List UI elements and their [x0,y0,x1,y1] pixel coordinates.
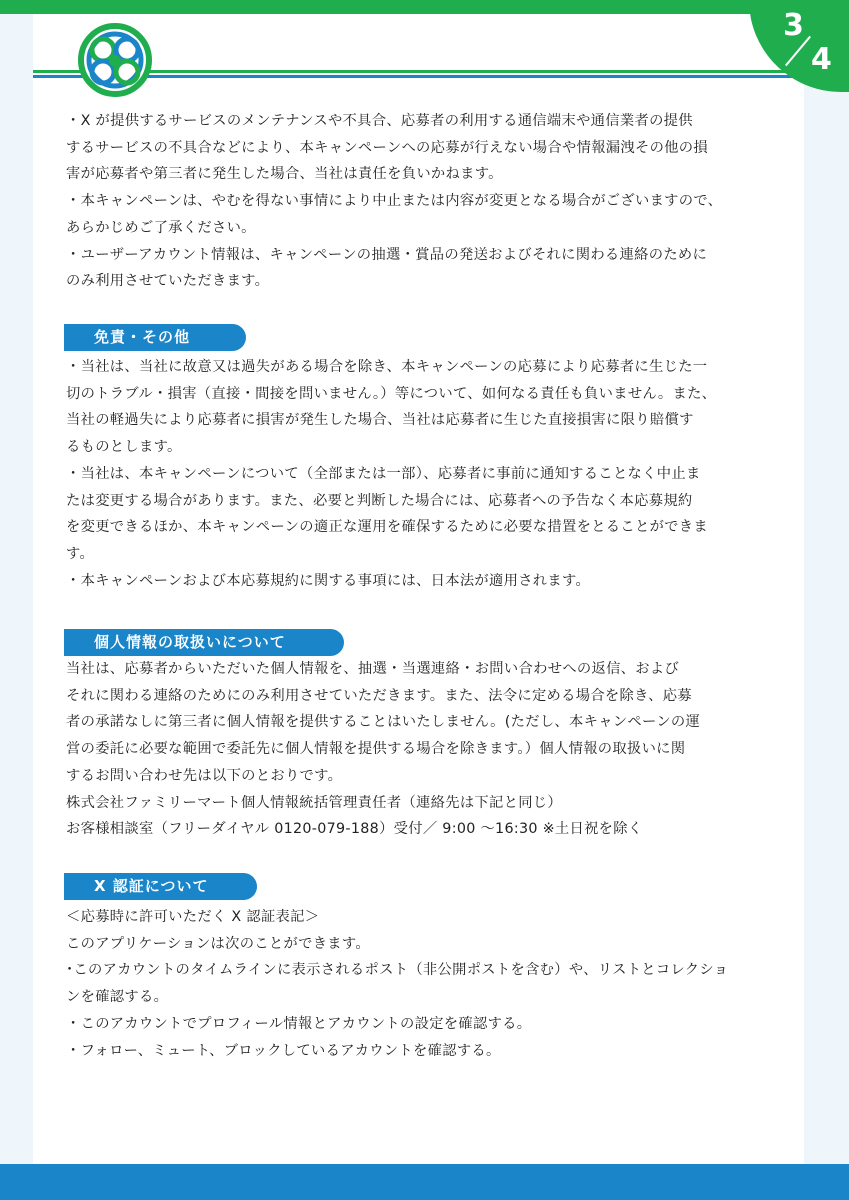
current-page-number: 3 [783,8,804,43]
text-line: ・当社は、本キャンペーンについて（全部または一部）、応募者に事前に通知することなく中止ま [66,465,701,482]
bottom-accent-bar [0,1164,849,1200]
section-body-privacy [66,656,786,843]
text-line: ・このアカウントでプロフィール情報とアカウントの設定を確認する。 [66,1015,532,1032]
text-line: それに関わる連絡のためにのみ利用させていただきます。また、法令に定める場合を除き、応募 [66,687,692,704]
knot-logo-icon [70,20,160,100]
section-body-disclaimer [66,354,786,594]
text-line: ・本キャンペーンは、やむを得ない事情により中止または内容が変更となる場合がございますので、 [66,193,723,210]
text-line: ンを確認する。 [66,989,169,1006]
text-line: ・当社は、当社に故意又は過失がある場合を除き、本キャンペーンの応募により応募者に生じた一 [66,359,708,375]
section-heading-privacy: 個人情報の取扱いについて [64,629,344,656]
text-line: 害が応募者や第三者に発生した場合、当社は責任を負いかねます。 [66,166,503,183]
text-line: のみ利用させていただきます。 [66,273,270,290]
text-line: するお問い合わせ先は以下のとおりです。 [66,767,343,784]
text-line: るものとします。 [66,439,182,456]
text-line: 株式会社ファミリーマート個人情報統括管理責任者（連絡先は下記と同じ） [66,794,563,811]
text-line: ・ユーザーアカウント情報は、キャンペーンの抽選・賞品の発送およびそれに関わる連絡のために [66,246,708,263]
total-page-number: 4 [811,42,832,77]
text-line: 当社は、応募者からいただいた個人情報を、抽選・当選連絡・お問い合わせへの返信、および [66,661,680,677]
section-heading-disclaimer: 免責・その他 [64,324,246,351]
text-line: 者の承諾なしに第三者に個人情報を提供することはいたしません。(ただし、本キャンペーンの運 [66,714,701,731]
text-line: このアプリケーションは次のことができます。 [66,935,370,952]
text-line: を変更できるほか、本キャンペーンの適正な運用を確保するために必要な措置をとることができま [66,519,708,536]
text-line: 切のトラブル・損害（直接・間接を問いません。）等について、如何なる責任も負いません。また、 [66,385,717,402]
text-line: 営の委託に必要な範囲で委託先に個人情報を提供する場合を除きます。）個人情報の取扱いに関 [66,741,686,758]
left-margin [0,14,33,1164]
intro-block [66,108,786,295]
text-line: ＜応募時に許可いただく X 認証表記＞ [66,909,320,925]
text-line: ･このアカウントのタイムラインに表示されるポスト（非公開ポストを含む）や、リストとコレクショ [66,962,729,979]
text-line: 当社の軽過失により応募者に損害が発生した場合、当社は応募者に生じた直接損害に限り賠償す [66,412,694,429]
text-line: あらかじめご了承ください。 [66,219,256,236]
section-body-x-auth [66,904,786,1064]
text-line: お客様相談室（フリーダイヤル 0120-079-188）受付／ 9:00 ～16:30 ※土日祝を除く [66,821,643,838]
text-line: ・本キャンペーンおよび本応募規約に関する事項には、日本法が適用されます。 [66,572,591,589]
text-line: ・X が提供するサービスのメンテナンスや不具合、応募者の利用する通信端末や通信業者の提供 [66,113,693,129]
text-line: するサービスの不具合などにより、本キャンペーンへの応募が行えない場合や情報漏洩その他の損 [66,139,708,156]
text-line: す。 [66,545,95,562]
text-line: たは変更する場合があります。また、必要と判断した場合には、応募者への予告なく本応募規約 [66,492,693,509]
text-line: ・フォロー、ミュート、ブロックしているアカウントを確認する。 [66,1042,501,1059]
section-heading-x-auth: X 認証について [64,873,257,900]
top-accent-bar [0,0,849,14]
right-margin [804,14,849,1164]
